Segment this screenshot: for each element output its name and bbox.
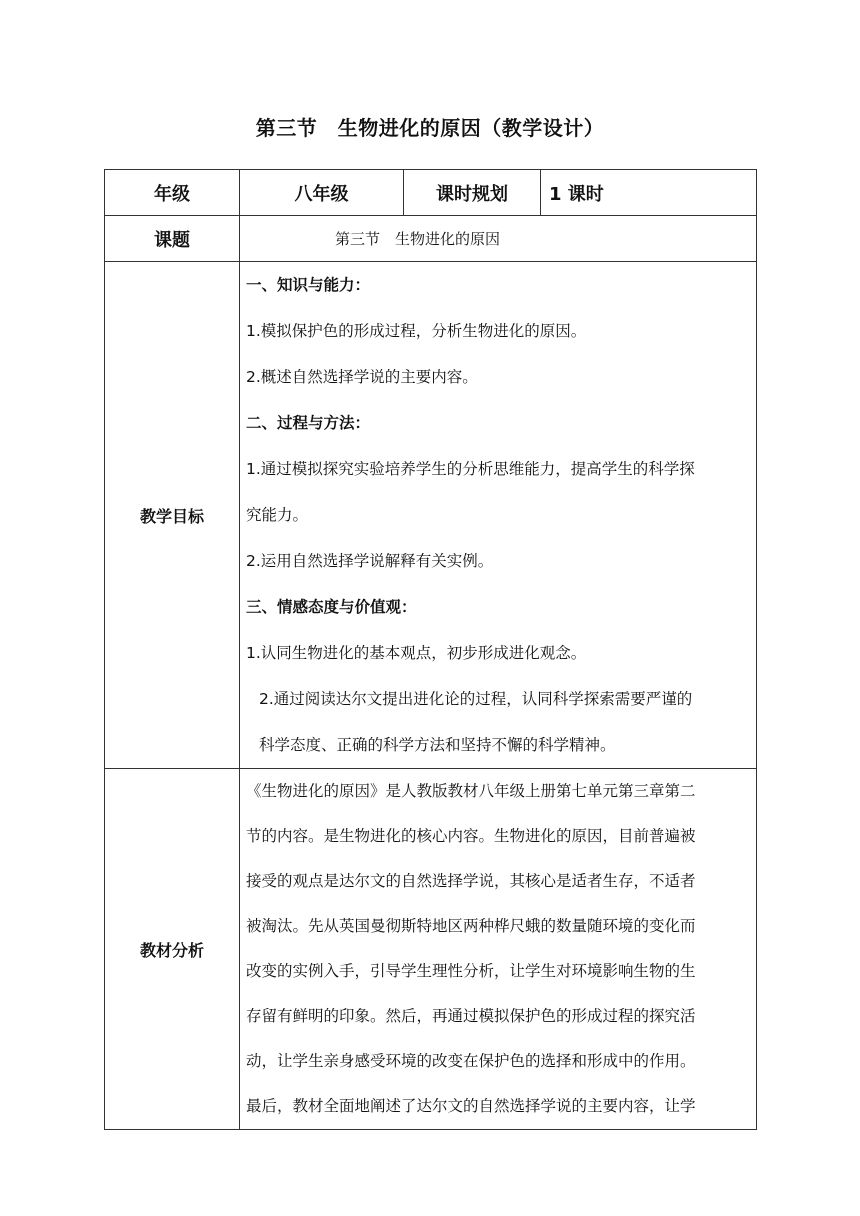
topic-value: 第三节 生物进化的原因 [240,216,757,262]
objective-line: 2.通过阅读达尔文提出进化论的过程，认同科学探索需要严谨的 [259,690,693,708]
analysis-content [240,769,757,1130]
topic-row [105,216,757,262]
grade-row [105,170,757,216]
objectives-row [105,262,757,769]
objective-line: 究能力。 [246,506,309,524]
topic-label: 课题 [105,216,240,262]
objectives-label: 教学目标 [105,262,240,769]
analysis-line: 被淘汰。先从英国曼彻斯特地区两种桦尺蛾的数量随环境的变化而 [246,917,696,935]
objective-line: 科学态度、正确的科学方法和坚持不懈的科学精神。 [259,736,616,754]
analysis-line: 接受的观点是达尔文的自然选择学说，其核心是适者生存，不适者 [246,872,696,890]
analysis-line: 节的内容。是生物进化的核心内容。生物进化的原因，目前普遍被 [246,827,696,845]
analysis-line: 《生物进化的原因》是人教版教材八年级上册第七单元第三章第二 [246,782,696,800]
analysis-label: 教材分析 [105,769,240,1130]
objective-heading: 三、情感态度与价值观： [246,598,417,616]
objectives-content [240,262,757,769]
objective-heading: 二、过程与方法： [246,414,371,432]
objective-heading: 一、知识与能力： [246,276,371,294]
hours-label: 课时规划 [404,170,541,216]
analysis-line: 动，让学生亲身感受环境的改变在保护色的选择和形成中的作用。 [246,1052,696,1070]
grade-label: 年级 [105,170,240,216]
lesson-plan-table [104,169,757,1130]
analysis-line: 最后，教材全面地阐述了达尔文的自然选择学说的主要内容，让学 [246,1097,696,1115]
document-title: 第三节 生物进化的原因（教学设计） [255,116,605,140]
analysis-line: 存留有鲜明的印象。然后，再通过模拟保护色的形成过程的探究活 [246,1007,696,1025]
objective-line: 1.通过模拟探究实验培养学生的分析思维能力，提高学生的科学探 [246,460,695,478]
objective-line: 2.概述自然选择学说的主要内容。 [246,368,478,386]
objective-line: 1.模拟保护色的形成过程，分析生物进化的原因。 [246,322,587,340]
grade-value: 八年级 [240,170,404,216]
objective-line: 2.运用自然选择学说解释有关实例。 [246,552,494,570]
objective-line: 1.认同生物进化的基本观点，初步形成进化观念。 [246,644,587,662]
analysis-line: 改变的实例入手，引导学生理性分析，让学生对环境影响生物的生 [246,962,696,980]
hours-value: 1 课时 [541,170,757,216]
analysis-row [105,769,757,1130]
